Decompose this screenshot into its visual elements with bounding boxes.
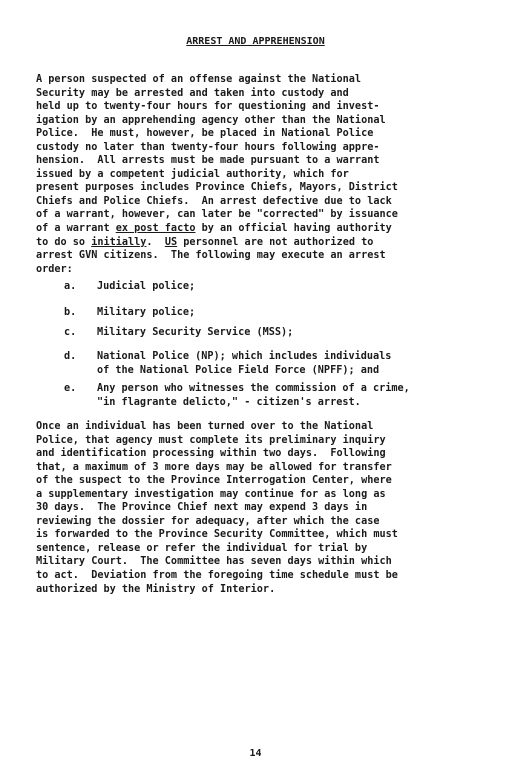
page-number: 14	[249, 748, 262, 759]
text-line: a supplementary investigation may continue for as long as	[36, 488, 386, 500]
text-line: present purposes includes Province Chiefs, Mayors, District	[36, 182, 398, 194]
text-fragment: of a warrant	[36, 223, 116, 235]
list-item-label: b.	[64, 307, 77, 318]
text-line: held up to twenty-four hours for questioning and invest-	[36, 101, 380, 113]
text-line: reviewing the dossier for adequacy, after which the case	[36, 515, 380, 527]
list-item	[64, 306, 504, 320]
text-line: Chiefs and Police Chiefs. An arrest defective due to lack	[36, 195, 392, 207]
list-item	[64, 382, 504, 410]
text-line: sentence, release or refer the individual for trial by	[36, 542, 368, 554]
text-line: Security may be arrested and taken into custody and	[36, 87, 349, 99]
page-title: ARREST AND APPREHENSION	[186, 36, 325, 47]
text-line: to act. Deviation from the foregoing time schedule must be	[36, 570, 398, 582]
list-item-text: "in flagrante delicto," - citizen's arrest.	[97, 396, 361, 408]
text-line: issued by a competent judicial authority, which for	[36, 168, 349, 180]
underlined-phrase: ex post facto	[115, 223, 196, 235]
text-line: Once an individual has been turned over to the National	[36, 421, 374, 432]
text-fragment: .	[146, 236, 165, 248]
list-item-text: of the National Police Field Force (NPFF); and	[97, 364, 380, 376]
text-line: that, a maximum of 3 more days may be allowed for transfer	[36, 461, 392, 473]
list-item-text: Military Security Service (MSS);	[97, 327, 294, 338]
text-line: Police. He must, however, be placed in National Police	[36, 128, 374, 140]
list-item-text: National Police (NP); which includes individuals	[97, 351, 392, 362]
text-line: Police, that agency must complete its preliminary inquiry	[36, 434, 386, 446]
list-item-label: c.	[64, 327, 77, 338]
list-item	[64, 280, 504, 294]
text-line: authorized by the Ministry of Interior.	[36, 583, 276, 595]
list-item-text: Any person who witnesses the commission of a crime,	[97, 383, 410, 394]
text-line: arrest GVN citizens. The following may execute an arrest	[36, 250, 386, 262]
list-item	[64, 350, 504, 378]
list-item-label: d.	[64, 351, 77, 362]
list-item	[64, 326, 504, 340]
list-item-text: Judicial police;	[97, 281, 196, 292]
text-fragment: to do so	[36, 236, 92, 248]
text-line: of the suspect to the Province Interrogation Center, where	[36, 475, 392, 487]
text-line: A person suspected of an offense against the National	[36, 74, 362, 85]
text-line: igation by an apprehending agency other than the National	[36, 114, 386, 126]
text-line: hension. All arrests must be made pursuant to a warrant	[36, 155, 380, 167]
text-line: and identification processing within two days. Following	[36, 448, 386, 460]
underlined-word: initially	[91, 236, 147, 248]
text-line: of a warrant, however, can later be "corrected" by issuance	[36, 209, 398, 221]
text-line: is forwarded to the Province Security Committee, which must	[36, 529, 398, 541]
underlined-word: US	[164, 236, 178, 248]
text-line	[36, 237, 373, 248]
list-item-label: a.	[64, 281, 77, 292]
list-item-label: e.	[64, 383, 77, 394]
text-line: custody no later than twenty-four hours following appre-	[36, 141, 380, 153]
text-fragment: by an official having authority	[195, 223, 392, 235]
text-fragment: personnel are not authorized to	[177, 236, 374, 248]
text-line	[36, 223, 392, 234]
text-line: 30 days. The Province Chief next may expend 3 days in	[36, 502, 368, 514]
list-item-text: Military police;	[97, 307, 196, 318]
text-line: order:	[36, 263, 73, 275]
paragraph-arrest-authority	[36, 73, 506, 276]
paragraph-custody-timeline	[36, 420, 506, 596]
text-line: Military Court. The Committee has seven days within which	[36, 556, 392, 568]
